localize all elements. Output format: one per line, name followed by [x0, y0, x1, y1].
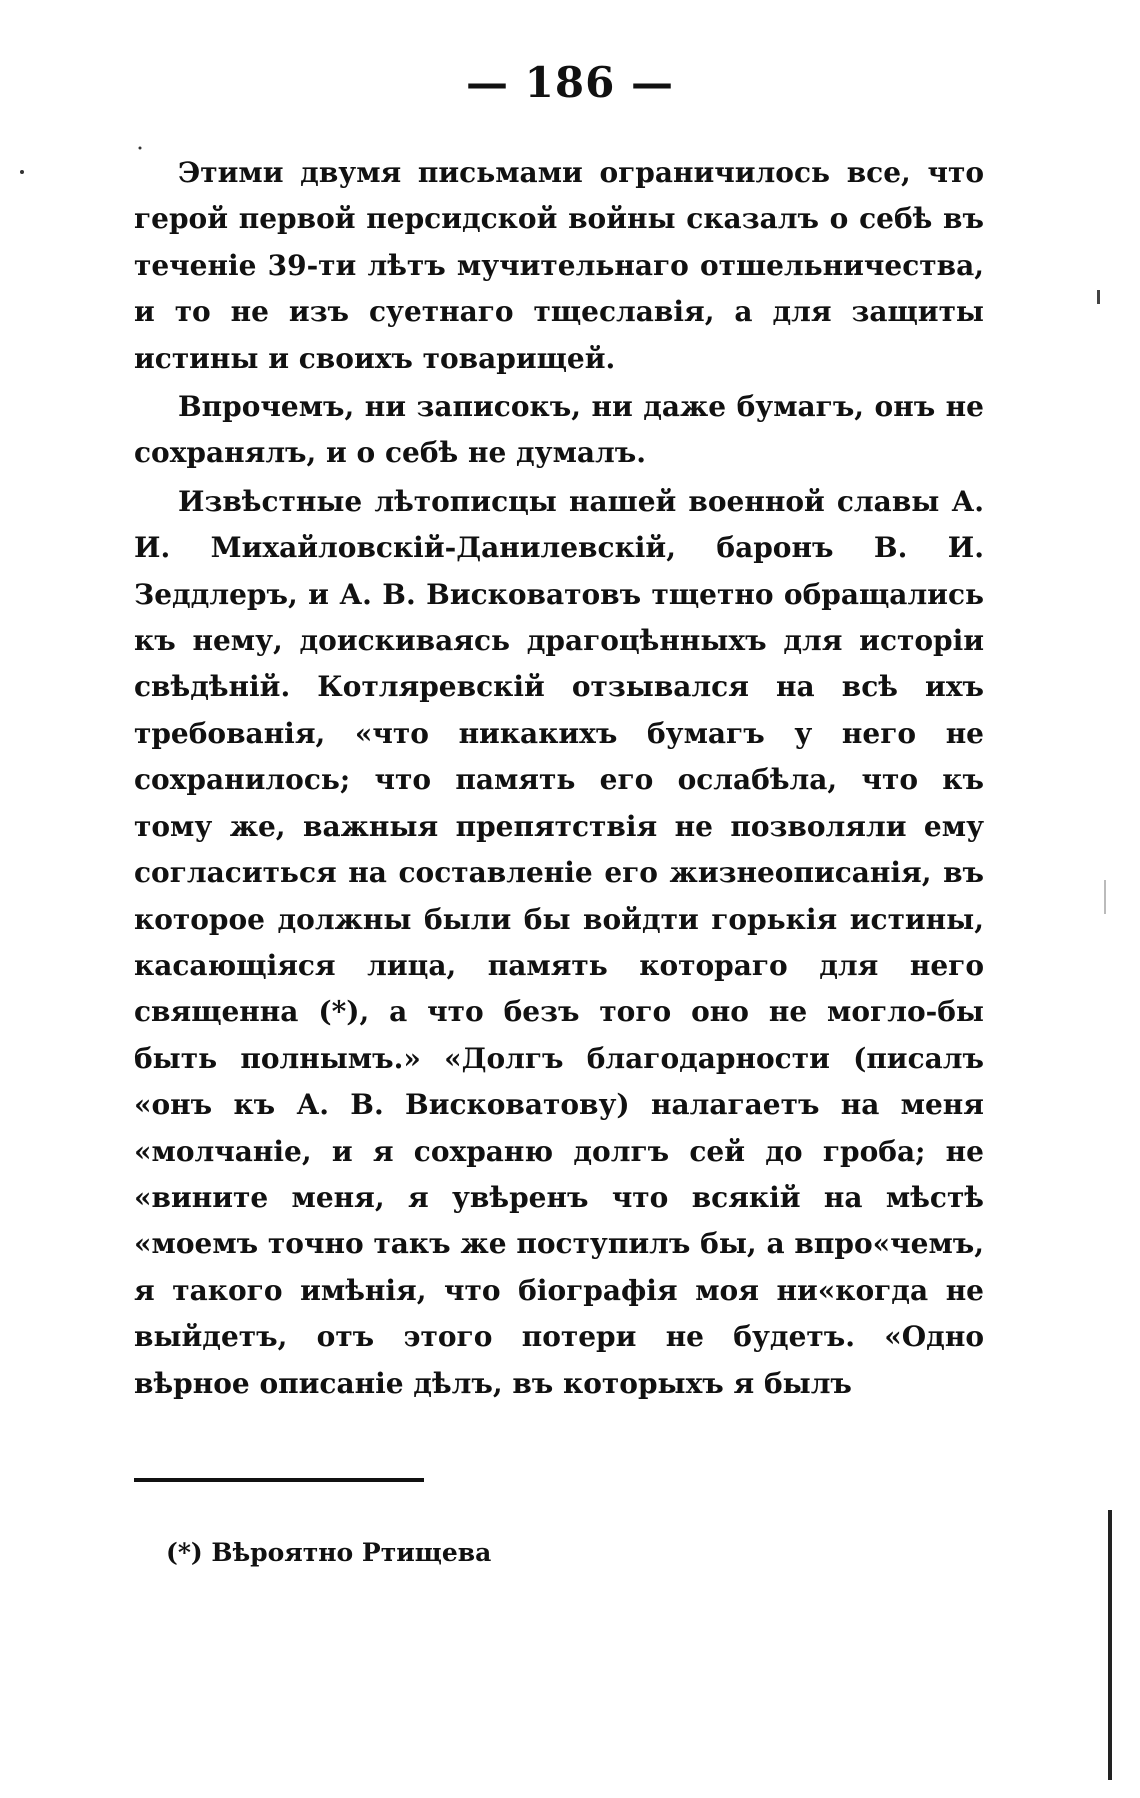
edge-mark: [1108, 1510, 1112, 1780]
footnote-divider: [134, 1478, 424, 1482]
footnote: (*) Вѣроятно Ртищева: [166, 1538, 492, 1567]
paragraph-1: Этими двумя письмами ограничилось все, что герой первой персидской войны сказалъ о себѣ въ теченіе 39-ти лѣтъ мучительнаго отшельничества, и то не изъ суетнаго тщеславія, а для защиты истины и своихъ товарищей.: [134, 156, 984, 375]
speck-mark: [1104, 880, 1106, 914]
speck-mark: [1097, 290, 1100, 304]
paragraph-3: Извѣстные лѣтописцы нашей военной славы А. И. Михайловскій-Данилевскій, баронъ В. И. Зеддлеръ, и А. В. Висковатовъ тщетно обращались къ нему, доискиваясь драгоцѣнныхъ для исторіи свѣдѣній. Котляревскій отзывался на всѣ ихъ требованія, «что никакихъ бумагъ у него не сохранилось; что память его ослабѣла, что къ тому же, важныя препятствія не позволяли ему согласиться на составленіе его жизнеописанія, въ которое должны были бы войдти горькія истины, касающіяся лица, память котораго для него священна (*), а что безъ того оно не могло-бы быть полнымъ.» «Долгъ благодарности (писалъ «онъ къ А. В. Висковатову) налагаетъ на меня «молчаніе, и я сохраню долгъ сей до гроба; не «вините меня, я увѣренъ что всякій на мѣстѣ «моемъ точно такъ же поступилъ бы, а впро«чемъ, я такого имѣнія, что біографія моя ни«когда не выйдетъ, отъ этого потери не будетъ. «Одно вѣрное описаніе дѣлъ, въ которыхъ я былъ: [134, 484, 984, 1400]
paragraph-2: Впрочемъ, ни записокъ, ни даже бумагъ, онъ не сохранялъ, и о себѣ не думалъ.: [134, 390, 984, 470]
body-text: [134, 150, 984, 1409]
speck-mark: [20, 170, 24, 174]
page-number-header: — 186 —: [466, 58, 674, 107]
